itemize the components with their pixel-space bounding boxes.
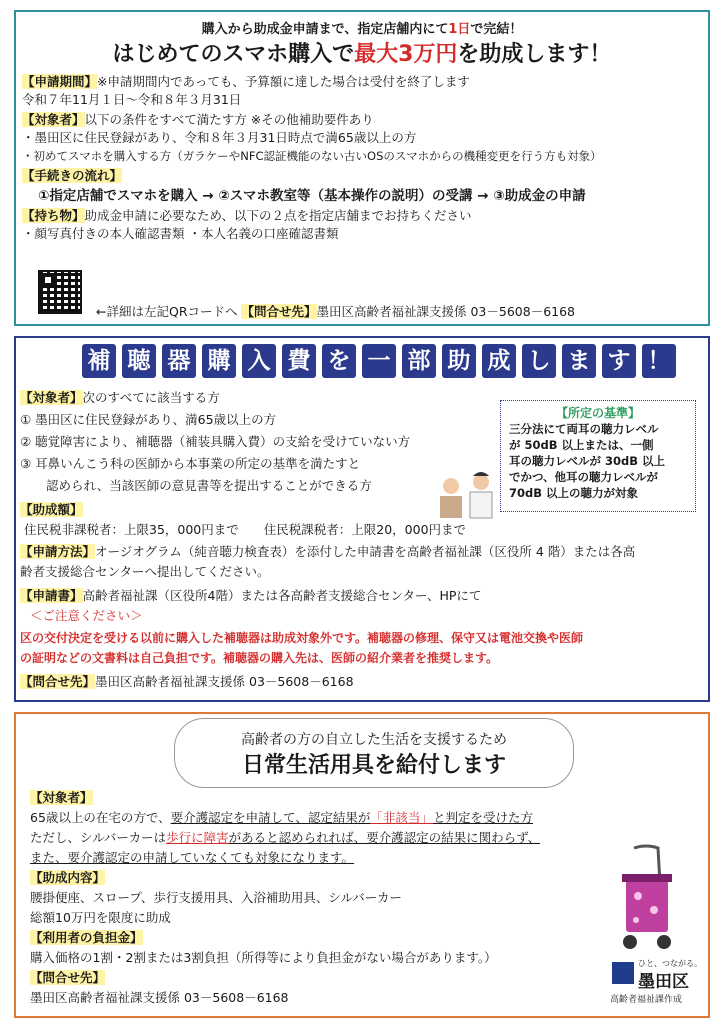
section2-title <box>82 344 676 378</box>
method-line-2: 齢者支援総合センターへ提出してください。 <box>20 564 270 579</box>
s3-content-1: 腰掛便座、スロープ、歩行支援用具、入浴補助用具、シルバーカー <box>30 890 402 905</box>
title-char: 聴 <box>122 344 156 378</box>
title-char: 助 <box>442 344 476 378</box>
criteria-line: 三分法にて両耳の聴力レベル <box>509 422 659 436</box>
form-line: 【申請書】高齢者福祉課（区役所4階）または各高齢者支援総合センター、HPにて <box>20 588 482 603</box>
criteria-title: 【所定の基準】 <box>555 406 640 420</box>
smartphone-subsidy-section <box>14 10 710 326</box>
period-line: 【申請期間】※申請期間内であっても、予算額に達した場合は受付を終了します <box>22 74 470 89</box>
title-char: 購 <box>202 344 236 378</box>
method-line: 【申請方法】オージオグラム（純音聴力検査表）を添付した申請書を高齢者福祉課（区役所 4 階）または各高 <box>20 544 636 559</box>
s3-contact-label: 【問合せ先】 <box>30 970 106 985</box>
title-char: ま <box>562 344 596 378</box>
criteria-line: 耳の聴力レベルが 30dB 以上 <box>509 454 666 468</box>
s3-target-line-3: また、要介護認定の申請していなくても対象になります。 <box>30 850 355 865</box>
s3-target-label: 【対象者】 <box>30 790 93 805</box>
s3-target-line-1: 65歳以上の在宅の方で、要介護認定を申請して、認定結果が「非該当」と判定を受けた方 <box>30 810 533 825</box>
caution-line-2: の証明などの文書料は自己負担です。補聴器の購入先は、医師の紹介業者を推奨します。 <box>20 651 499 665</box>
target-item-2: ・初めてスマホを購入する方（ガラケーやNFC認証機能のない古いOSのスマホからの機種変更を行う方も対象） <box>22 149 602 163</box>
title-char: 一 <box>362 344 396 378</box>
target-line: 【対象者】以下の条件をすべて満たす方 ※その他補助要件あり <box>22 112 374 127</box>
s2-contact-line: 【問合せ先】墨田区高齢者福祉課支援係 03－5608－6168 <box>20 674 354 689</box>
criteria-line: が 50dB 以上または、一側 <box>509 438 654 452</box>
criteria-box <box>500 400 696 512</box>
s3-content-2: 総額10万円を限度に助成 <box>30 910 171 925</box>
bring-items: ・顔写真付きの本人確認書類 ・本人名義の口座確認書類 <box>22 226 339 241</box>
title-char: を <box>322 344 356 378</box>
bring-line: 【持ち物】助成金申請に必要なため、以下の２点を指定店舗までお持ちください <box>22 208 472 223</box>
title-char: 部 <box>402 344 436 378</box>
target-item-1: ・墨田区に住民登録があり、令和８年３月31日時点で満65歳以上の方 <box>22 130 417 145</box>
s2-item-3b: 認められ、当該医師の意見書等を提出することができる方 <box>46 478 372 493</box>
title-char: 補 <box>82 344 116 378</box>
title-char: 入 <box>242 344 276 378</box>
banner-title: 日常生活用具を給付します <box>241 753 506 778</box>
flow-label: 【手続きの流れ】 <box>22 168 123 183</box>
s3-target-line-2: ただし、シルバーカーは歩行に障害があると認められれば、要介護認定の結果に関わらず、 <box>30 830 541 845</box>
title-char: ！ <box>642 344 676 378</box>
criteria-line: 70dB 以上の聴力が対象 <box>509 486 639 500</box>
banner-subtitle: 高齢者の方の自立した生活を支援するため <box>241 732 507 748</box>
title-char: す <box>602 344 636 378</box>
daily-living-aids-section <box>14 712 710 1018</box>
sumida-logo-mark-icon <box>612 962 634 984</box>
hearing-aid-subsidy-section <box>14 336 710 702</box>
sumida-city-logo: ひと、つながる。 墨田区 高齢者福祉課作成 <box>610 959 702 1005</box>
title-char: 費 <box>282 344 316 378</box>
doctor-patient-illustration <box>436 466 498 520</box>
section3-banner <box>174 718 574 788</box>
caution-title: ＜ご注意ください＞ <box>30 608 143 623</box>
s2-item-1: ① 墨田区に住民登録があり、満65歳以上の方 <box>20 412 277 427</box>
s2-item-3a: ③ 耳鼻いんこう科の医師から本事業の所定の基準を満たすと <box>20 456 361 471</box>
title-char: 器 <box>162 344 196 378</box>
section1-title: はじめてのスマホ購入で最大3万円を助成します！ <box>112 42 612 67</box>
s3-burden-label: 【利用者の負担金】 <box>30 930 143 945</box>
caution-line-1: 区の交付決定を受ける以前に購入した補聴器は助成対象外です。補聴器の修理、保守又は電池交換や医師 <box>20 631 584 645</box>
title-char: し <box>522 344 556 378</box>
amount-label: 【助成額】 <box>20 502 83 517</box>
criteria-line: でかつ、他耳の聴力レベルが <box>509 470 659 484</box>
contact-line: ←詳細は左記QRコードへ 【問合せ先】墨田区高齢者福祉課支援係 03－5608－6168 <box>96 304 576 319</box>
flow-steps: ①指定店舗でスマホを購入 → ②スマホ教室等（基本操作の説明）の受講 → ③助成金の申請 <box>38 188 586 204</box>
qr-code[interactable] <box>38 270 82 314</box>
section1-subtitle: 購入から助成金申請まで、指定店舗内にて1日で完結！ <box>201 22 523 37</box>
s2-item-2: ② 聴覚障害により、補聴器（補装具購入費）の支給を受けていない方 <box>20 434 411 449</box>
period-dates: 令和７年11月１日～令和８年３月31日 <box>22 92 242 107</box>
s2-target-line: 【対象者】次のすべてに該当する方 <box>20 390 220 405</box>
amount-text: 住民税非課税者：上限35，000円まで 住民税課税者：上限20，000円まで <box>24 522 467 537</box>
s3-contact-text: 墨田区高齢者福祉課支援係 03－5608－6168 <box>30 990 289 1005</box>
silver-car-illustration <box>606 844 686 954</box>
s3-burden-text: 購入価格の1割・2割または3割負担（所得等により負担金がない場合があります。） <box>30 950 497 965</box>
s3-content-label: 【助成内容】 <box>30 870 106 885</box>
title-char: 成 <box>482 344 516 378</box>
